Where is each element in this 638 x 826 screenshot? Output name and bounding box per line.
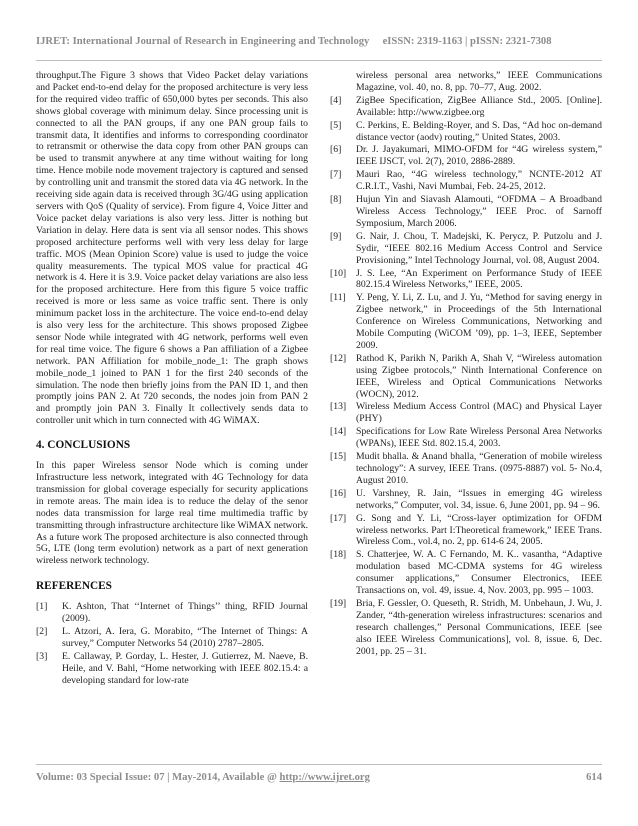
reference-item — [330, 95, 602, 119]
reference-item — [330, 194, 602, 230]
journal-name: IJRET: International Journal of Research in Engineering and Technology — [36, 36, 370, 47]
footer-divider — [36, 764, 602, 765]
reference-number: [5] — [330, 119, 342, 131]
page-footer — [36, 772, 602, 783]
reference-item — [330, 144, 602, 168]
reference-item — [330, 549, 602, 597]
reference-number: [1] — [36, 601, 48, 613]
issn-text: eISSN: 2319-1163 | pISSN: 2321-7308 — [382, 36, 552, 47]
reference-text: Bria, F. Gessler, O. Queseth, R. Stridh, M. Unbehaun, J. Wu, J. Zander, “4th-generation wireless infrastructures: scenarios and research challenges,” Personal Communications, IEEE [see also IEEE Wireless Communications], vol. 8, issue. 6, Dec. 2001, pp. 25 – 31. — [356, 597, 602, 657]
reference-number: [13] — [330, 401, 347, 413]
header-divider — [36, 60, 602, 61]
reference-text: L. Atzori, A. Iera, G. Morabito, “The Internet of Things: A survey,” Computer Networks 54 (2010) 2787–2805. — [62, 625, 308, 649]
reference-number: [9] — [330, 230, 342, 242]
reference-number: [14] — [330, 426, 347, 438]
reference-text: Rathod K, Parikh N, Parikh A, Shah V, “Wireless automation using Zigbee protocols,” Ninth International Conference on IEEE, Wireless and Optical Communications Networks (WOCN), 2012. — [356, 352, 602, 400]
reference-text: Hujun Yin and Siavash Alamouti, “OFDMA – A Broadband Wireless Access Technology,” IEEE Proc. of Sarnoff Symposium, March 2006. — [356, 194, 602, 229]
reference-text: J. S. Lee, “An Experiment on Performance Study of IEEE 802.15.4 Wireless Networks,” IEEE, 2005. — [356, 267, 602, 291]
reference-item — [330, 401, 602, 425]
reference-continuation: wireless personal area networks,” IEEE Communications Magazine, vol. 40, no. 8, pp. 70–77, Aug. 2002. — [356, 70, 602, 93]
reference-item — [36, 651, 308, 687]
reference-item — [330, 451, 602, 487]
reference-list-left — [36, 601, 308, 686]
reference-text: Wireless Medium Access Control (MAC) and Physical Layer (PHY) — [356, 401, 602, 425]
reference-number: [4] — [330, 94, 342, 106]
reference-text: G. Song and Y. Li, “Cross-layer optimization for OFDM wireless networks. Part I:Theoretical framework,” IEEE Trans. Wireless Com., vol.4, no. 2, pp. 614-6 24, 2005. — [356, 512, 602, 548]
reference-item — [330, 292, 602, 352]
reference-text: C. Perkins, E. Belding-Royer, and S. Das, “Ad hoc on-demand distance vector (aodv) routing,” United States, 2003. — [356, 119, 602, 143]
reference-number: [15] — [330, 451, 347, 463]
reference-text: E. Callaway, P. Gorday, L. Hester, J. Gutierrez, M. Naeve, B. Heile, and V. Bahl, “Home networking with IEEE 802.15.4: a developing standard for low-rate — [62, 650, 308, 686]
reference-number: [8] — [330, 194, 342, 206]
reference-number: [17] — [330, 512, 347, 524]
conclusions-heading: 4. CONCLUSIONS — [36, 439, 131, 452]
reference-number: [6] — [330, 144, 342, 156]
issue-info: Volume: 03 Special Issue: 07 | May-2014, Available @ — [36, 772, 280, 783]
left-column — [36, 70, 308, 688]
reference-item — [330, 488, 602, 512]
reference-item — [330, 268, 602, 292]
reference-number: [12] — [330, 352, 347, 364]
reference-text: Y. Peng, Y. Li, Z. Lu, and J. Yu, “Method for saving energy in Zigbee network,” in Proceedings of the 5th International Conference on Wireless Communications, Networking and Mobile Computing (WiCOM ’09), pp. 1–3, IEEE, September 2009. — [356, 292, 602, 351]
reference-item — [36, 601, 308, 625]
reference-number: [7] — [330, 169, 342, 181]
body-paragraph: throughput.The Figure 3 shows that Video Packet delay variations and Packet end-to-end delay for the proposed architecture is very less for the required video traffic of 650,000 bytes per seconds. This also shows global coverage with minimum delay. Since processing unit is connected to all the PAN groups, if any one PAN group fails to transmit data, It identifies and informs to corresponding coordinator to retransmit or otherwise the data copy from other PAN groups can be used to transmit anywhere at any time without waiting for long time. Hence mobile node movement trajectory is captured and sensed by controlling unit and transmit the stored data via 4G network. In the receiving side again data is received through 3G/4G using application servers with QoS (Quality of service). From figure 4, Voice Jitter and Voice packet delay variations is also very less. Jitter is nothing but Variation in delay. Here data is sent via all sensor nodes. This shows proposed architecture performs well with very less delay for large traffic. MOS (Mean Opinion Score) value is used to judge the voice quality measurements. The typical MOS value for practical 4G network is 4. Here it is 3.9. Voice packet delay variations are also less for the proposed architecture. Here from this figure 5 voice traffic received is more or less same as voice traffic sent. There is only minimum packet loss in the architecture. The voice end-to-end delay is also very less for the architecture. This shows proposed Zigbee sensor Node while integrated with 4G network, performs well even for real time voice. The figure 6 shows a Pan affiliation of a Zigbee network. PAN Affiliation for mobile_node_1: The graph shows mobile_node_1 joined to PAN 1 for the first 240 seconds of the simulation. The node then briefly joins from the PAN ID 1, and then promptly joins PAN 2. At 720 seconds, the nodes join from PAN 2 and promptly join PAN 3. Finally It collectively sends data to controller unit which in turn connected with 4G WiMAX. — [36, 70, 308, 427]
reference-text: S. Chatterjee, W. A. C Fernando, M. K.. vasantha, “Adaptive modulation based MC-CDMA systems for 4G wireless consumer applications,” Consumer Electronics, IEEE Transactions on, vol. 49, issue. 4, Nov. 2003, pp. 995 – 1003. — [356, 549, 602, 597]
reference-text: Dr. J. Jayakumari, MIMO-OFDM for “4G wireless system,” IEEE IJSCT, vol. 2(7), 2010, 2886-2889. — [356, 144, 602, 168]
reference-number: [3] — [36, 650, 48, 662]
reference-text: U. Varshney, R. Jain, “Issues in emerging 4G wireless networks,” Computer, vol. 34, issue. 6, June 2001, pp. 94 – 96. — [356, 487, 602, 511]
reference-number: [10] — [330, 267, 347, 279]
reference-number: [16] — [330, 487, 347, 499]
references-heading: REFERENCES — [36, 580, 112, 593]
reference-text: K. Ashton, That ‘‘Internet of Things’’ thing, RFID Journal (2009). — [62, 601, 308, 625]
reference-item — [330, 426, 602, 450]
reference-text: Mudit bhalla. & Anand bhalla, “Generation of mobile wireless technology”: A survey, IEEE Trans. (0975-8887) vol. 5- No.4, August 2010. — [356, 451, 602, 486]
reference-item — [330, 231, 602, 267]
reference-item — [36, 626, 308, 650]
running-header — [36, 36, 602, 47]
reference-text: ZigBee Specification, ZigBee Alliance Std., 2005. [Online]. Available: http://www.zigbee.org — [356, 94, 602, 118]
right-column — [330, 70, 602, 659]
reference-item — [330, 120, 602, 144]
reference-number: [11] — [330, 292, 346, 304]
page-number: 614 — [586, 772, 602, 783]
reference-number: [2] — [36, 625, 48, 637]
conclusions-paragraph: In this paper Wireless sensor Node which is coming under Infrastructure less network, integrated with 4G Technology for data transmission for global coverage especially for security applications in remote areas. The main idea is to reduce the delay of the senor nodes data transmission for large real time multimedia traffic by transmitting through infrastructure architecture like WiMAX network. As a future work The proposed architecture is also connected through 5G, LTE (long term evolution) network as a part of next generation wireless network technology. — [36, 460, 308, 567]
reference-text: G. Nair, J. Chou, T. Madejski, K. Perycz, P. Putzolu and J. Sydir, “IEEE 802.16 Medium Access Control and Service Provisioning,” Intel Technology Journal, vol. 08, August 2004. — [356, 230, 602, 266]
reference-item — [330, 513, 602, 549]
reference-list-right — [330, 95, 602, 658]
reference-text: Mauri Rao, “4G wireless technology,” NCNTE-2012 AT C.R.I.T., Vashi, Navi Mumbai, Feb. 24-25, 2012. — [356, 169, 602, 193]
reference-number: [19] — [330, 597, 347, 609]
reference-item — [330, 598, 602, 658]
reference-text: Specifications for Low Rate Wireless Personal Area Networks (WPANs), IEEE Std. 802.15.4, 2003. — [356, 426, 602, 450]
reference-item — [330, 353, 602, 401]
reference-number: [18] — [330, 549, 347, 561]
reference-item — [330, 169, 602, 193]
journal-link[interactable]: http://www.ijret.org — [279, 772, 370, 783]
